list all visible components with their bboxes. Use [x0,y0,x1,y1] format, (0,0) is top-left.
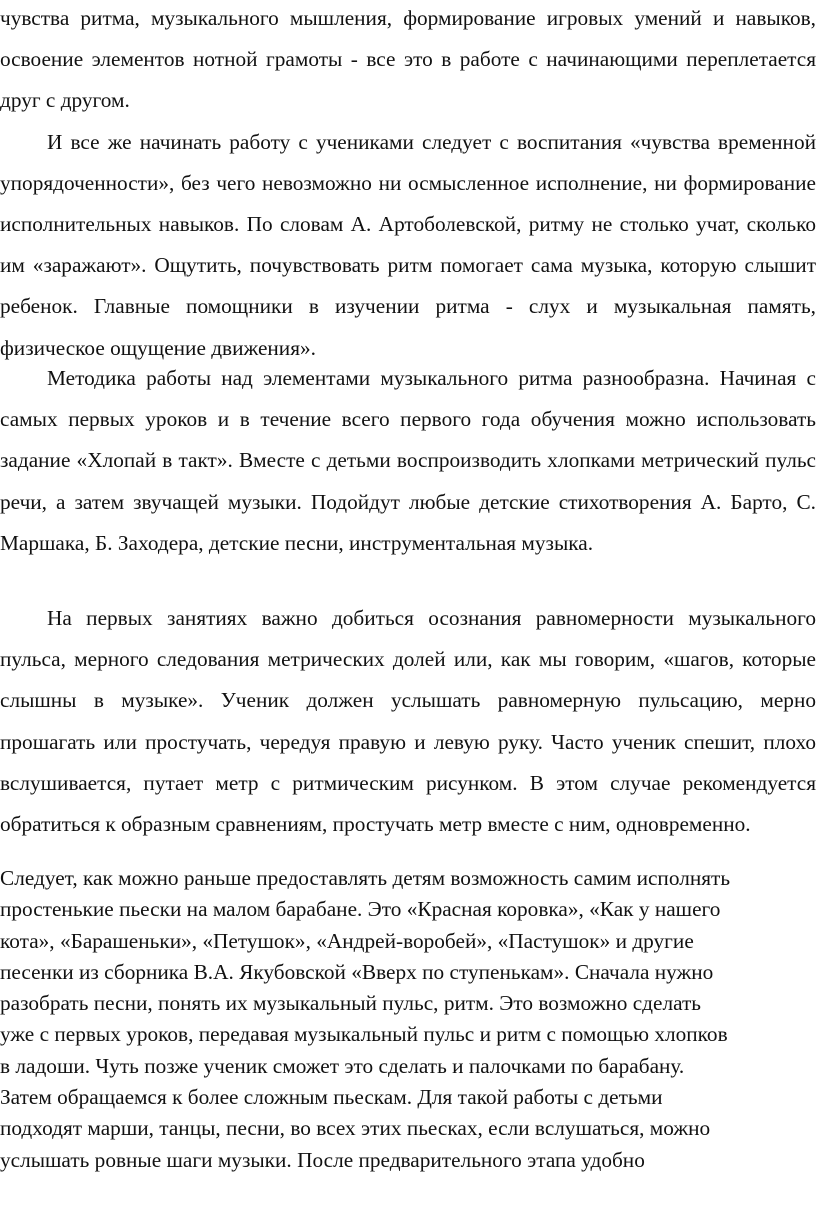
double-spaced-block-3 [0,598,816,845]
text-line: подходят марши, танцы, песни, во всех этих пьесках, если вслушаться, можно [0,1116,711,1141]
double-spaced-block-1 [0,0,816,369]
paragraph-continuation: чувства ритма, музыкального мышления, формирование игровых умений и навыков, освоение элементов нотной грамоты - все это в работе с начинающими переплетается друг с другом. [0,6,816,113]
text-line: в ладоши. Чуть позже ученик сможет это сделать и палочками по барабану. [0,1053,685,1078]
text-line: Затем обращаемся к более сложным пьескам. Для такой работы с детьми [0,1085,663,1110]
paragraph: На первых занятиях важно добиться осознания равномерности музыкального пульса, мерного следования метрических долей или, как мы говорим, «шагов, которые слышны в музыке». Ученик должен услышать равномерную пульсацию, мерно прошагать или простучать, чередуя правую и левую руку. Часто ученик спешит, плохо вслушивается, путает метр с ритмическим рисунком. В этом случае рекомендуется обратиться к образным сравнениям, простучать метр вместе с ним, одновременно. [0,606,816,837]
text-line: простенькие пьески на малом барабане. Это «Красная коровка», «Как у нашего [0,897,721,922]
text-line: уже с первых уроков, передавая музыкальный пульс и ритм с помощью хлопков [0,1022,728,1047]
double-spaced-block-2 [0,358,816,564]
single-spaced-paragraph [0,863,816,1176]
text-line: услышать ровные шаги музыки. После предварительного этапа удобно [0,1147,645,1172]
text-line: песенки из сборника В.А. Якубовской «Вверх по ступенькам». Сначала нужно [0,959,714,984]
text-line: разобрать песни, понять их музыкальный пульс, ритм. Это возможно сделать [0,991,701,1016]
paragraph: Методика работы над элементами музыкального ритма разнообразна. Начиная с самых первых уроков и в течение всего первого года обучения можно использовать задание «Хлопай в такт». Вместе с детьми воспроизводить хлопками метрический пульс речи, а затем звучащей музыки. Подойдут любые детские стихотворения А. Барто, С. Маршака, Б. Заходера, детские песни, инструментальная музыка. [0,366,816,555]
text-line: кота», «Барашеньки», «Петушок», «Андрей-воробей», «Пастушок» и другие [0,928,694,953]
text-line: Следует, как можно раньше предоставлять детям возможность самим исполнять [0,866,731,890]
paragraph: И все же начинать работу с учениками следует с воспитания «чувства временной упорядоченности», без чего невозможно ни осмысленное исполнение, ни формирование исполнительных навыков. По словам А. Артоболевской, ритму не столько учат, сколько им «заражают». Ощутить, почувствовать ритм помогает сама музыка, которую слышит ребенок. Главные помощники в изучении ритма - слух и музыкальная память, физическое ощущение движения». [0,129,816,360]
